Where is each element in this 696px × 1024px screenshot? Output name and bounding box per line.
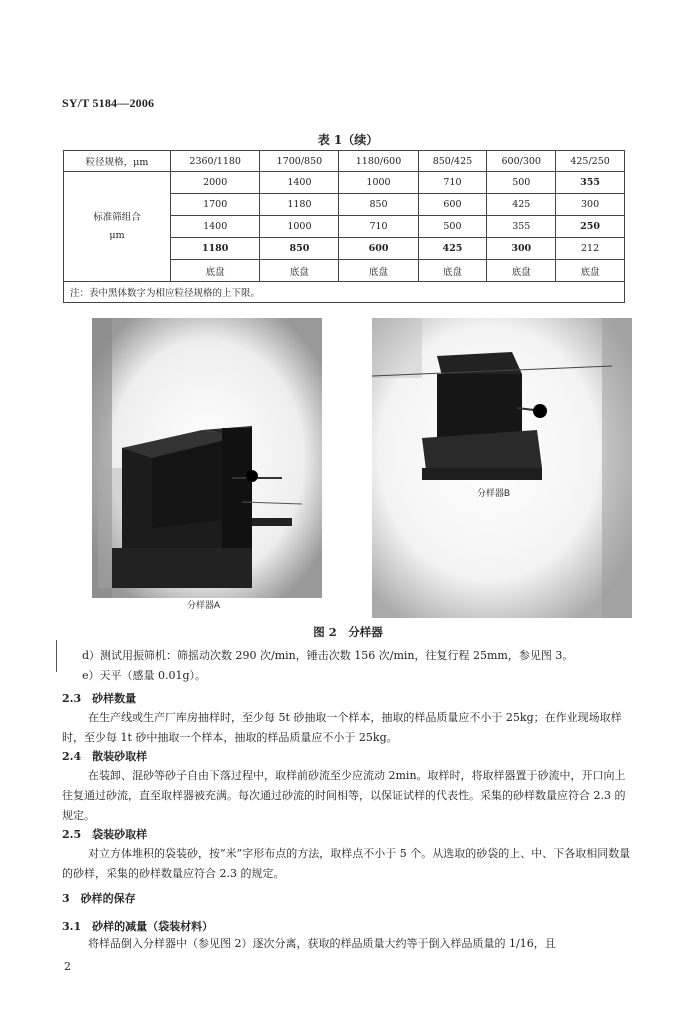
table-cell: 底盘 [487,260,556,282]
table-cell: 底盘 [339,260,418,282]
table-cell: 710 [418,172,487,194]
table-cell: 425 [418,238,487,260]
table-cell: 300 [487,238,556,260]
table-cell: 底盘 [171,260,260,282]
table-cell: 850 [260,238,339,260]
table-cell: 1000 [339,172,418,194]
figure-caption: 图 2 分样器 [313,625,383,639]
table-cell: 1180 [260,194,339,216]
row-label-line2: μm [109,229,125,241]
para-d: d）测试用振筛机：筛摇动次数 290 次/min，锤击次数 156 次/min，往复行程 25mm，参见图 3。 [82,649,574,662]
margin-bar [56,640,57,672]
label-b: 分样器B [477,488,511,498]
table-cell: 1700 [171,194,260,216]
table-cell: 300 [556,194,625,216]
table-cell: 1400 [260,172,339,194]
table-cell: 212 [556,238,625,260]
table-cell: 2000 [171,172,260,194]
table-header-row [64,151,625,172]
page-number: 2 [64,960,71,973]
table-cell: 355 [556,172,625,194]
section-2-3-body: 在生产线或生产厂库房抽样时，至少每 5t 砂抽取一个样本，抽取的样品质量应不小于 25kg；在作业现场取样时，至少每 1t 砂中抽取一个样本，抽取的样品质量应不小于 25kg。 [62,711,622,744]
table-cell: 500 [418,216,487,238]
table-cell: 250 [556,216,625,238]
table-row-label [64,172,171,282]
para-e: e）天平（感量 0.01g）。 [82,669,207,682]
table-col-header: 425/250 [556,151,625,172]
table-cell: 425 [487,194,556,216]
table-head-label: 粒径规格，μm [64,151,171,172]
table-cell: 底盘 [418,260,487,282]
section-3-1-body: 将样品倒入分样器中（参见图 2）逐次分离，获取的样品质量大约等于倒入样品质量的 1/16，且 [88,937,556,950]
table-note: 注：表中黑体数字为相应粒径规格的上下限。 [64,282,625,303]
section-3-title: 3 砂样的保存 [62,892,136,905]
table-col-header: 850/425 [418,151,487,172]
table-cell: 355 [487,216,556,238]
section-2-4-body: 在装卸、混砂等砂子自由下落过程中，取样前砂流至少应流动 2min。取样时，将取样器置于砂流中，开口向上往复通过砂流，直至取样器被充满。每次通过砂流的时间相等，以保证试样的代表性。采集的砂样数量应符合 2.3 的规定。 [62,769,626,822]
sieve-table [63,150,625,303]
table-cell: 底盘 [556,260,625,282]
section-3-1-title: 3.1 砂样的减量（袋装材料） [62,920,214,933]
table-col-header: 1180/600 [339,151,418,172]
table-cell: 1180 [171,238,260,260]
table-col-header: 2360/1180 [171,151,260,172]
table-caption: 表 1（续） [317,133,379,147]
section-2-5-title: 2.5 袋装砂取样 [62,828,148,841]
section-2-3-title: 2.3 砂样数量 [62,692,137,705]
table-cell: 600 [339,238,418,260]
table-cell: 底盘 [260,260,339,282]
table-cell: 1400 [171,216,260,238]
sample-splitter-a-photo [92,318,322,618]
section-2-4-title: 2.4 散装砂取样 [62,750,148,763]
document-header: SY/T 5184—2006 [62,96,155,110]
label-a: 分样器A [187,600,221,610]
row-label-line1: 标准筛组合 [93,211,141,223]
sample-splitter-b-photo [372,318,632,618]
table-col-header: 600/300 [487,151,556,172]
table-cell: 500 [487,172,556,194]
section-2-5-body: 对立方体堆积的袋装砂，按“米”字形布点的方法，取样点不小于 5 个。从选取的砂袋的上、中、下各取相同数量的砂样，采集的砂样数量应符合 2.3 的规定。 [62,847,631,880]
table-note-row [64,282,625,303]
table-col-header: 1700/850 [260,151,339,172]
table-cell: 850 [339,194,418,216]
table-cell: 710 [339,216,418,238]
table-row [64,172,625,194]
table-cell: 600 [418,194,487,216]
table-cell: 1000 [260,216,339,238]
